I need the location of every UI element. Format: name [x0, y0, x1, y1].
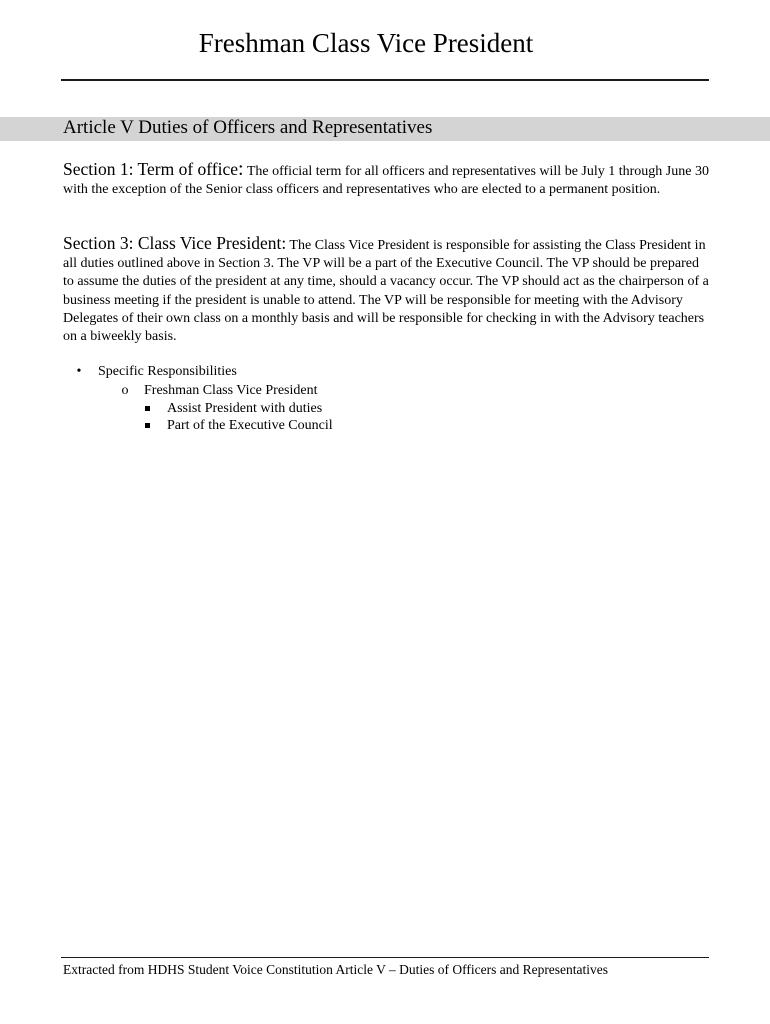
list-item [167, 417, 333, 435]
title-divider [61, 79, 709, 81]
square-bullet-icon [145, 423, 150, 428]
list-item-label: Freshman Class Vice President [144, 383, 318, 398]
section-class-vice-president [63, 234, 713, 346]
list-item [121, 382, 318, 400]
list-item [76, 363, 237, 381]
section-3-lead: Section 3: Class Vice President: [63, 233, 287, 253]
section-1-lead-text: Section 1: Term of office [63, 159, 239, 179]
list-item-label: Specific Responsibilities [98, 364, 237, 379]
footer-divider [61, 957, 709, 958]
page-title: Freshman Class Vice President [198, 28, 534, 58]
bullet-marker: • [76, 364, 82, 379]
list-item-label: Part of the Executive Council [167, 418, 333, 433]
section-1-body: The official term for all officers and representatives will be July 1 through June 30 with the exception of the Senior class officers and representatives who are elected to a permanent position. [63, 164, 709, 198]
footer-text: Extracted from HDHS Student Voice Constitution Article V – Duties of Officers and Representatives [63, 962, 609, 977]
circle-bullet-marker: o [121, 383, 129, 398]
square-bullet-icon [145, 406, 150, 411]
section-1-lead [63, 159, 244, 179]
list-item-label: Assist President with duties [167, 401, 323, 416]
article-heading: Article V Duties of Officers and Representatives [63, 117, 433, 138]
list-item [167, 400, 322, 418]
section-term-of-office [63, 160, 713, 199]
section-3-body: The Class Vice President is responsible for assisting the Class President in all duties outlined above in Section 3. The VP will be a part of the Executive Council. The VP should be prepared to assume the duties of the president at any time, should a vacancy occur. The VP should act as the chairperson of a business meeting if the president is unable to attend. The VP will be responsible for meeting with the Advisory Delegates of their own class on a monthly basis and will be responsible for checking in with the Advisory teachers on a biweekly basis. [63, 238, 709, 345]
section-1-lead-colon: : [238, 158, 244, 180]
